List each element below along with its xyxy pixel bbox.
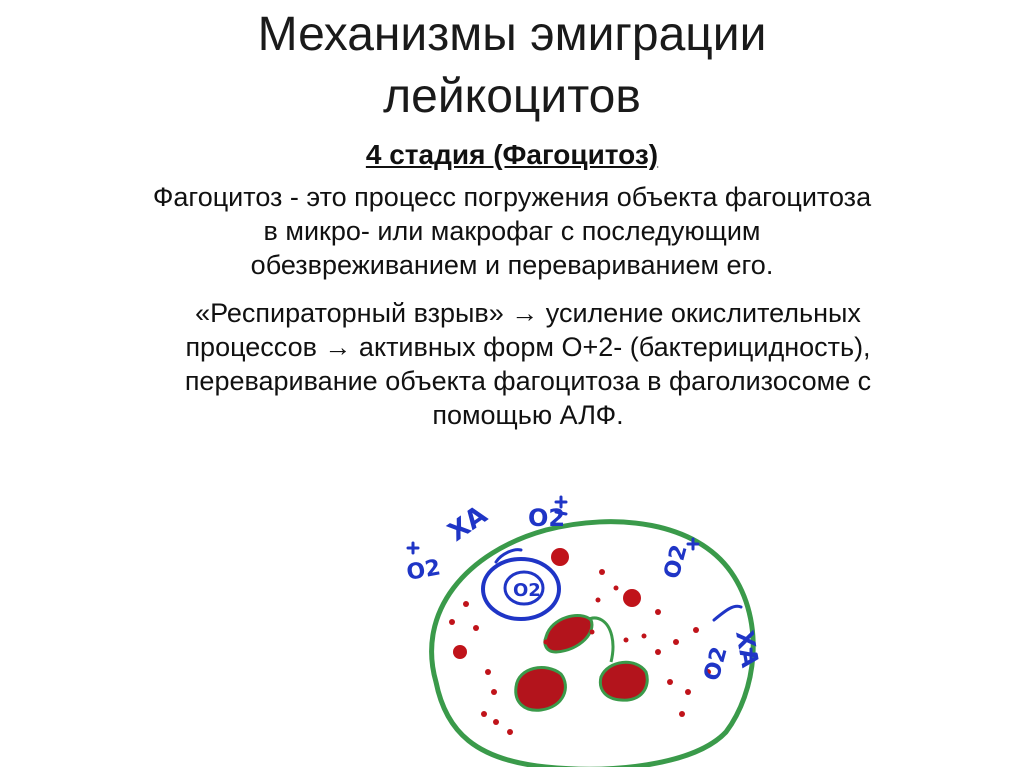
nucleus-lobe-left	[516, 668, 566, 711]
label-o2-right-top: O2	[659, 542, 693, 582]
mechanism-line-3: переваривание объекта фагоцитоза в фаголизосоме с	[184, 366, 872, 396]
label-xa-top: XA	[442, 500, 493, 548]
label-o2-top: O2	[528, 504, 566, 532]
definition-line-1: Фагоцитоз - это процесс погружения объекта фагоцитоза	[152, 182, 872, 212]
label-o2-inner: O2	[513, 580, 541, 601]
nucleus-lobe-right	[600, 662, 647, 700]
granule	[551, 548, 569, 566]
phagocyte-illustration	[396, 492, 780, 767]
slide-title	[0, 4, 1024, 128]
nucleus-lobe-top	[545, 615, 592, 652]
label-xa-right: XA	[730, 628, 765, 670]
definition-paragraph	[12, 180, 1012, 282]
definition-line-2: в микро- или макрофаг с последующим	[263, 216, 761, 246]
mechanism-line-4: помощью АЛФ.	[432, 400, 624, 430]
mechanism-line-1: «Респираторный взрыв» → усиление окислительных	[195, 298, 861, 328]
granule	[453, 645, 467, 659]
title-line-2: лейкоцитов	[383, 70, 641, 123]
title-line-1: Механизмы эмиграции	[257, 8, 767, 61]
label-o2-left: O2	[404, 555, 443, 586]
granule-cluster	[449, 569, 711, 735]
granule	[623, 589, 641, 607]
cell-membrane	[432, 522, 754, 767]
stage-heading: 4 стадия (Фагоцитоз)	[365, 139, 659, 170]
mechanism-paragraph	[40, 296, 1016, 432]
label-o2-right-bottom: O2	[699, 644, 733, 684]
mechanism-line-2: процессов → активных форм О+2- (бактерицидность),	[185, 332, 871, 362]
definition-line-3: обезвреживанием и перевариванием его.	[250, 250, 774, 280]
